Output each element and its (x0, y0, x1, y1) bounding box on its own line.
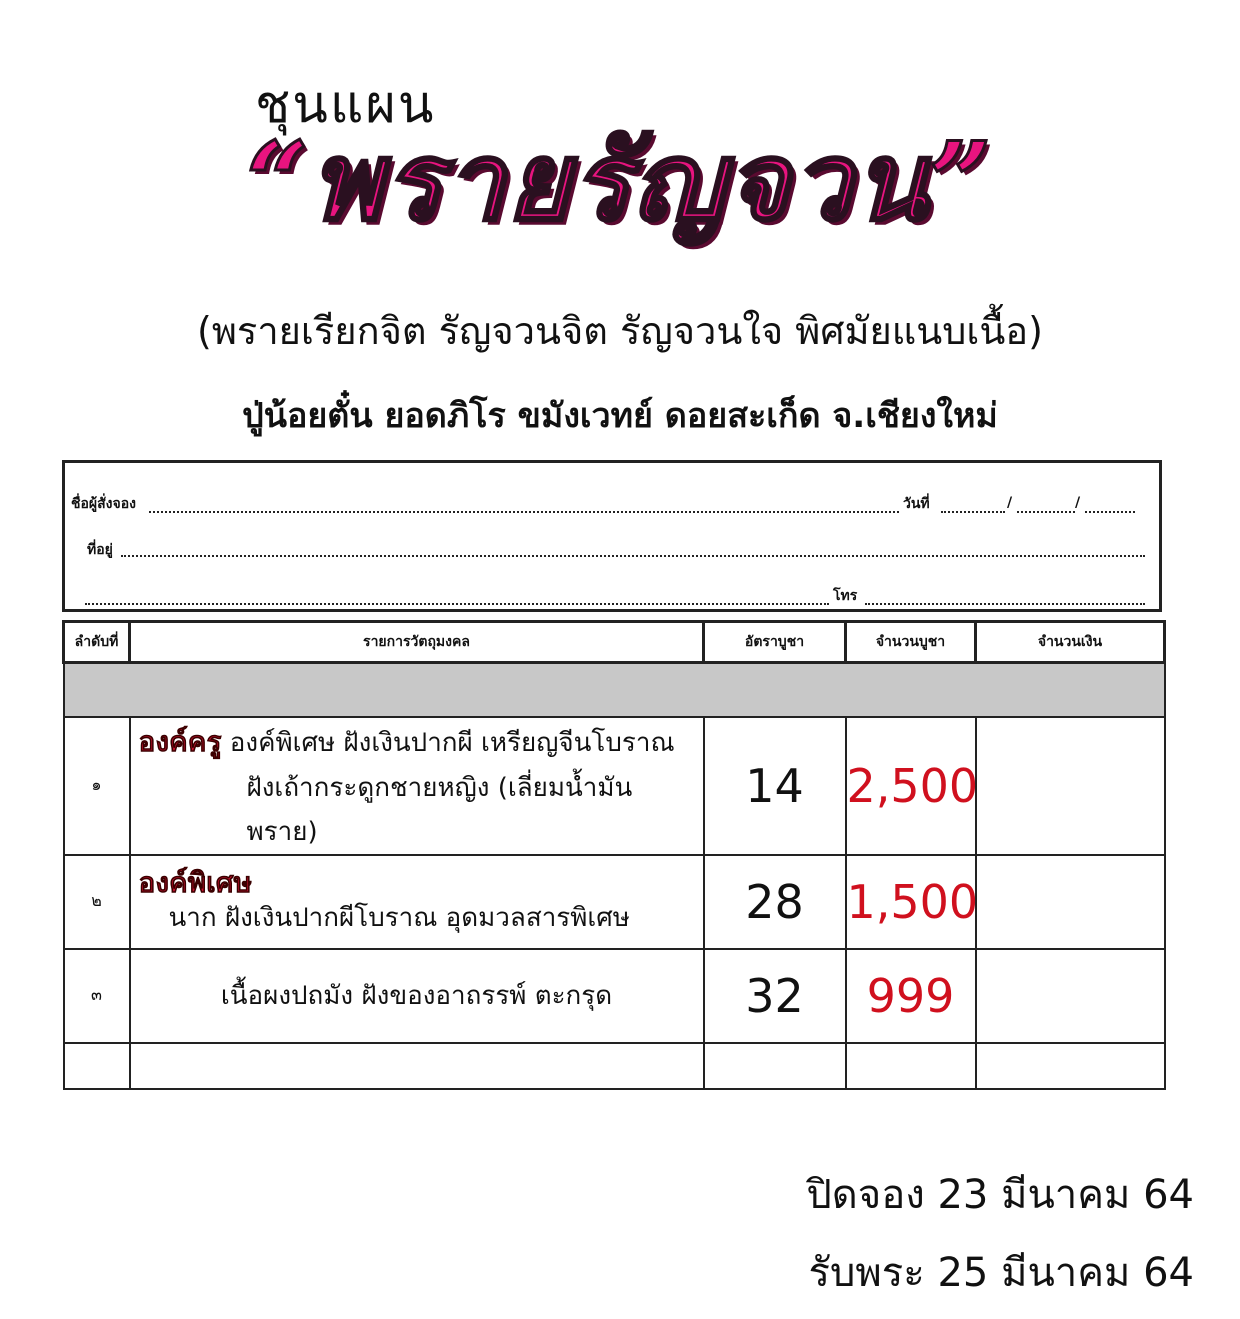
date-separator: / (1075, 495, 1081, 511)
table-band (64, 663, 1165, 718)
empty-cell (704, 1043, 846, 1089)
header-rate: อัตราบูชา (704, 622, 846, 663)
table-header-row (64, 622, 1165, 663)
receive-date: รับพระ 25 มีนาคม 64 (808, 1250, 1194, 1296)
address-label: ที่อยู่ (87, 542, 113, 558)
date-separator: / (1007, 495, 1013, 511)
empty-cell (976, 1043, 1165, 1089)
gray-band (64, 663, 1165, 718)
name-label: ชื่อผู้สั่งจอง (71, 496, 136, 512)
order-info-box (62, 460, 1162, 612)
order-table (62, 620, 1166, 1090)
table-row-empty (64, 1043, 1165, 1089)
amount-cell[interactable] (976, 949, 1165, 1043)
header-no: ลำดับที่ (64, 622, 130, 663)
table-row (64, 949, 1165, 1043)
row-number: ๓ (64, 949, 130, 1043)
header-amount: จำนวนเงิน (976, 622, 1165, 663)
amount-cell[interactable] (976, 717, 1165, 855)
item-rate: 32 (704, 949, 846, 1043)
subtitle: (พรายเรียกจิต รัญจวนจิต รัญจวนใจ พิศมัยแนบเนื้อ) (197, 309, 1043, 353)
item-rate: 28 (704, 855, 846, 949)
item-keyword: องค์พิเศษ (138, 865, 252, 899)
item-line-1: องค์พิเศษ ฝังเงินปากผี เหรียญจีนโบราณ (229, 728, 675, 758)
item-line-2: ฝังเถ้ากระดูกชายหญิง (เลี่ยมน้ำมันพราย) (246, 772, 633, 847)
address-field-1[interactable] (121, 555, 1145, 557)
row-number: ๑ (64, 717, 130, 855)
item-rate: 14 (704, 717, 846, 855)
title-prefix: ชุนแผน (255, 75, 436, 135)
date-day-field[interactable] (941, 511, 1005, 513)
empty-cell (846, 1043, 976, 1089)
item-description (130, 855, 704, 949)
table-row (64, 717, 1165, 855)
item-price: 999 (846, 949, 976, 1043)
item-price: 1,500 (846, 855, 976, 949)
empty-cell (130, 1043, 704, 1089)
phone-field[interactable] (865, 603, 1145, 605)
item-description (130, 949, 704, 1043)
table-row (64, 855, 1165, 949)
main-title: “พรายรัญจวน” (246, 119, 994, 245)
address-field-2[interactable] (85, 603, 829, 605)
header-item: รายการวัตถุมงคล (130, 622, 704, 663)
date-month-field[interactable] (1017, 511, 1075, 513)
empty-cell (64, 1043, 130, 1089)
row-number: ๒ (64, 855, 130, 949)
item-price: 2,500 (846, 717, 976, 855)
master-line: ปู่น้อยตั๋น ยอดภิโร ขมังเวทย์ ดอยสะเก็ด จ.เชียงใหม่ (242, 396, 998, 436)
item-keyword: องค์ครู (138, 725, 222, 758)
item-line-1: เนื้อผงปถมัง ฝังของอาถรรพ์ ตะกรุด (220, 980, 613, 1011)
date-label: วันที่ (903, 496, 930, 512)
header-quantity: จำนวนบูชา (846, 622, 976, 663)
close-date: ปิดจอง 23 มีนาคม 64 (806, 1172, 1194, 1218)
phone-label: โทร (833, 588, 858, 604)
date-year-field[interactable] (1085, 511, 1135, 513)
name-field[interactable] (149, 511, 899, 513)
item-line-1: นาก ฝังเงินปากผีโบราณ อุดมวลสารพิเศษ (168, 903, 630, 934)
amount-cell[interactable] (976, 855, 1165, 949)
item-description (130, 717, 704, 855)
